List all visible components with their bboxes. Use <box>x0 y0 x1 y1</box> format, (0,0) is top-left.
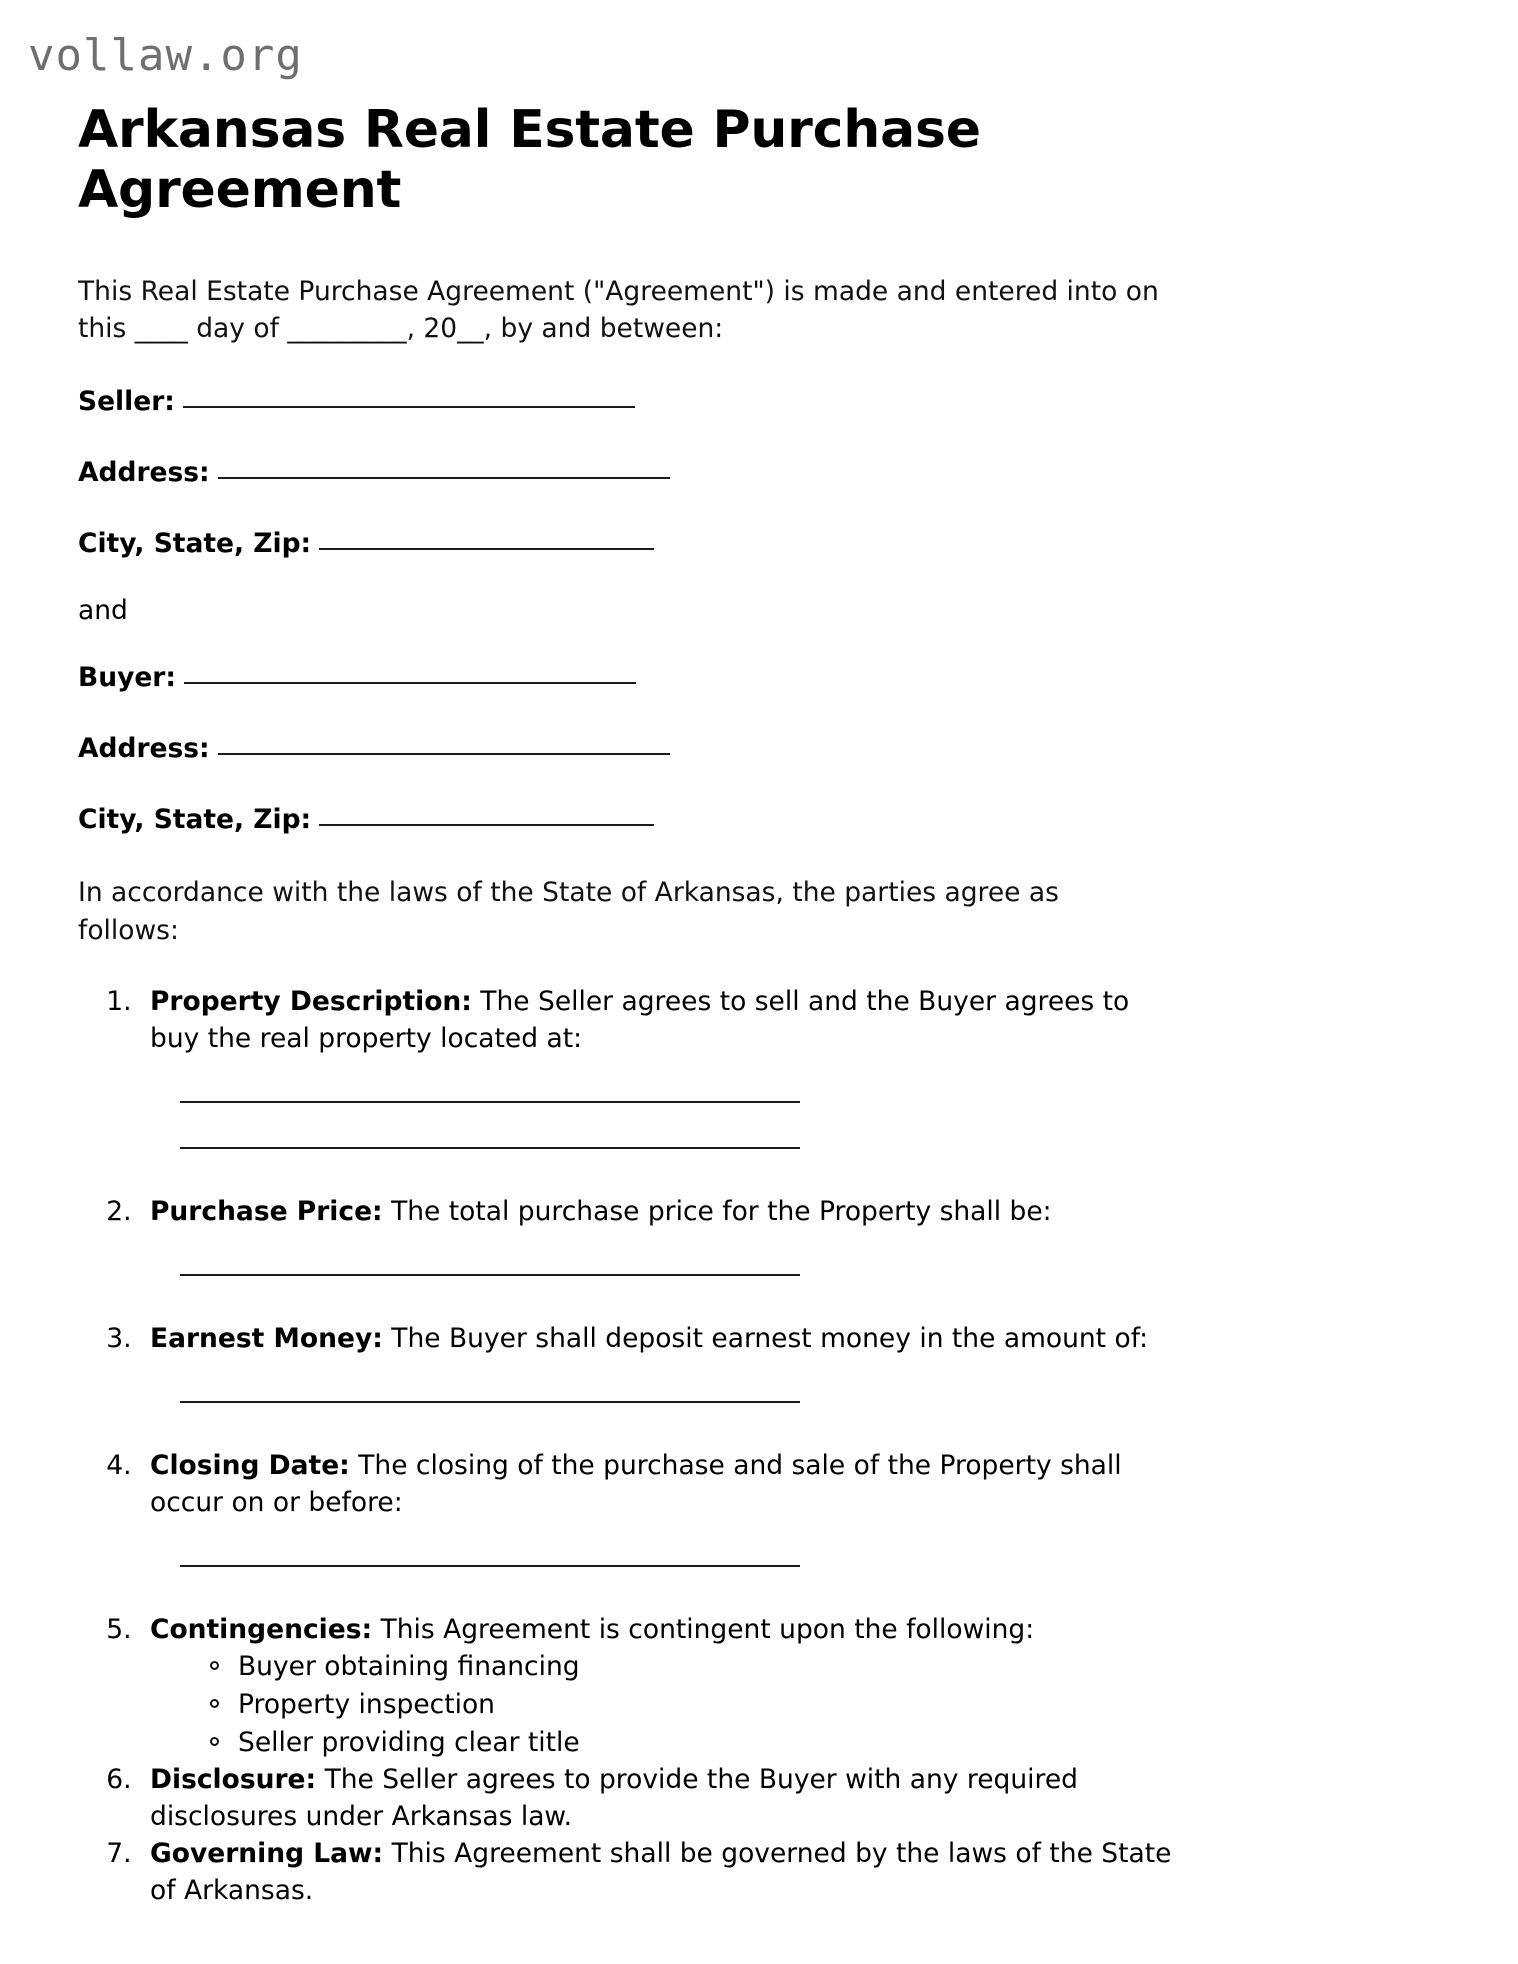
clause-title: Contingencies: <box>150 1614 373 1646</box>
buyer-name-field[interactable] <box>78 659 1438 696</box>
contingency-list <box>150 1648 1175 1761</box>
clause-entry-rule[interactable] <box>180 1147 800 1149</box>
clause-title: Disclosure: <box>150 1764 317 1796</box>
hollow-circle-bullet-icon <box>210 1699 219 1708</box>
clause-item <box>140 1611 1175 1761</box>
spacer <box>78 629 1438 659</box>
buyer-city-state-zip-rule[interactable] <box>319 824 654 826</box>
list-item-label: Property inspection <box>238 1688 495 1720</box>
page-title: Arkansas Real Estate Purchase Agreement <box>78 100 981 221</box>
spacer <box>78 767 1438 801</box>
seller-address-field[interactable] <box>78 454 1438 491</box>
clause-title: Governing Law: <box>150 1838 384 1870</box>
clause-item <box>140 1835 1175 1909</box>
seller-address-label: Address: <box>78 456 210 488</box>
clause-body: This Agreement shall be governed by the laws of the State of Arkansas. <box>150 1838 1172 1907</box>
buyer-address-rule[interactable] <box>218 753 670 755</box>
intro-paragraph: This Real Estate Purchase Agreement ("Agreement") is made and entered into on this ____ day of _________, 20__, by and between: <box>78 275 1159 344</box>
clause-list <box>78 983 1438 1910</box>
list-item-label: Buyer obtaining financing <box>238 1651 580 1683</box>
list-item <box>208 1686 1175 1724</box>
accordance-paragraph: In accordance with the laws of the State of Arkansas, the parties agree as follows: <box>78 877 1059 946</box>
clause-item <box>140 983 1175 1149</box>
buyer-city-state-zip-field[interactable] <box>78 801 1438 838</box>
clause-entry-rule[interactable] <box>180 1274 800 1276</box>
clause-body: The Seller agrees to sell and the Buyer agrees to buy the real property located at: <box>150 985 1130 1054</box>
buyer-address-label: Address: <box>78 733 210 765</box>
spacer <box>78 221 1438 273</box>
clause-item <box>140 1761 1175 1835</box>
seller-city-state-zip-field[interactable] <box>78 525 1438 562</box>
list-item <box>208 1724 1175 1762</box>
seller-address-rule[interactable] <box>218 477 670 479</box>
buyer-address-field[interactable] <box>78 730 1438 767</box>
clause-item <box>140 1447 1175 1567</box>
seller-city-state-zip-label: City, State, Zip: <box>78 528 312 559</box>
list-item <box>208 1648 1175 1686</box>
hollow-circle-bullet-icon <box>210 1661 219 1670</box>
clause-title: Earnest Money: <box>150 1322 383 1354</box>
seller-name-rule[interactable] <box>183 406 635 408</box>
clause-title: Property Description: <box>150 985 472 1017</box>
buyer-name-rule[interactable] <box>184 682 636 684</box>
hollow-circle-bullet-icon <box>210 1737 219 1746</box>
clause-item <box>140 1320 1175 1403</box>
clause-body: The total purchase price for the Property shall be: <box>382 1195 1052 1227</box>
clause-entry-rule[interactable] <box>180 1401 800 1403</box>
spacer <box>78 347 1438 383</box>
clause-body: The Seller agrees to provide the Buyer with any required disclosures under Arkansas law. <box>150 1764 1078 1833</box>
spacer <box>78 562 1438 592</box>
watermark-vollaw: vollaw.org <box>28 30 303 81</box>
clause-entry-rule[interactable] <box>180 1565 800 1567</box>
spacer <box>78 949 1438 983</box>
spacer <box>78 696 1438 730</box>
conjunction-and: and <box>78 595 128 627</box>
document-content <box>78 100 1438 1910</box>
spacer <box>78 491 1438 525</box>
clause-entry-rule[interactable] <box>180 1101 800 1103</box>
spacer <box>78 838 1438 874</box>
clause-title: Purchase Price: <box>150 1195 383 1227</box>
list-item-label: Seller providing clear title <box>238 1726 580 1758</box>
spacer <box>78 420 1438 454</box>
seller-name-label: Seller: <box>78 385 175 417</box>
seller-name-field[interactable] <box>78 383 1438 420</box>
clause-body: This Agreement is contingent upon the following: <box>372 1614 1035 1646</box>
seller-city-state-zip-rule[interactable] <box>319 548 654 550</box>
buyer-city-state-zip-label: City, State, Zip: <box>78 804 312 836</box>
clause-item <box>140 1193 1175 1276</box>
buyer-name-label: Buyer: <box>78 662 176 694</box>
clause-title: Closing Date: <box>150 1450 350 1482</box>
clause-body: The closing of the purchase and sale of the Property shall occur on or before: <box>150 1450 1122 1519</box>
clause-body: The Buyer shall deposit earnest money in the amount of: <box>382 1322 1149 1354</box>
